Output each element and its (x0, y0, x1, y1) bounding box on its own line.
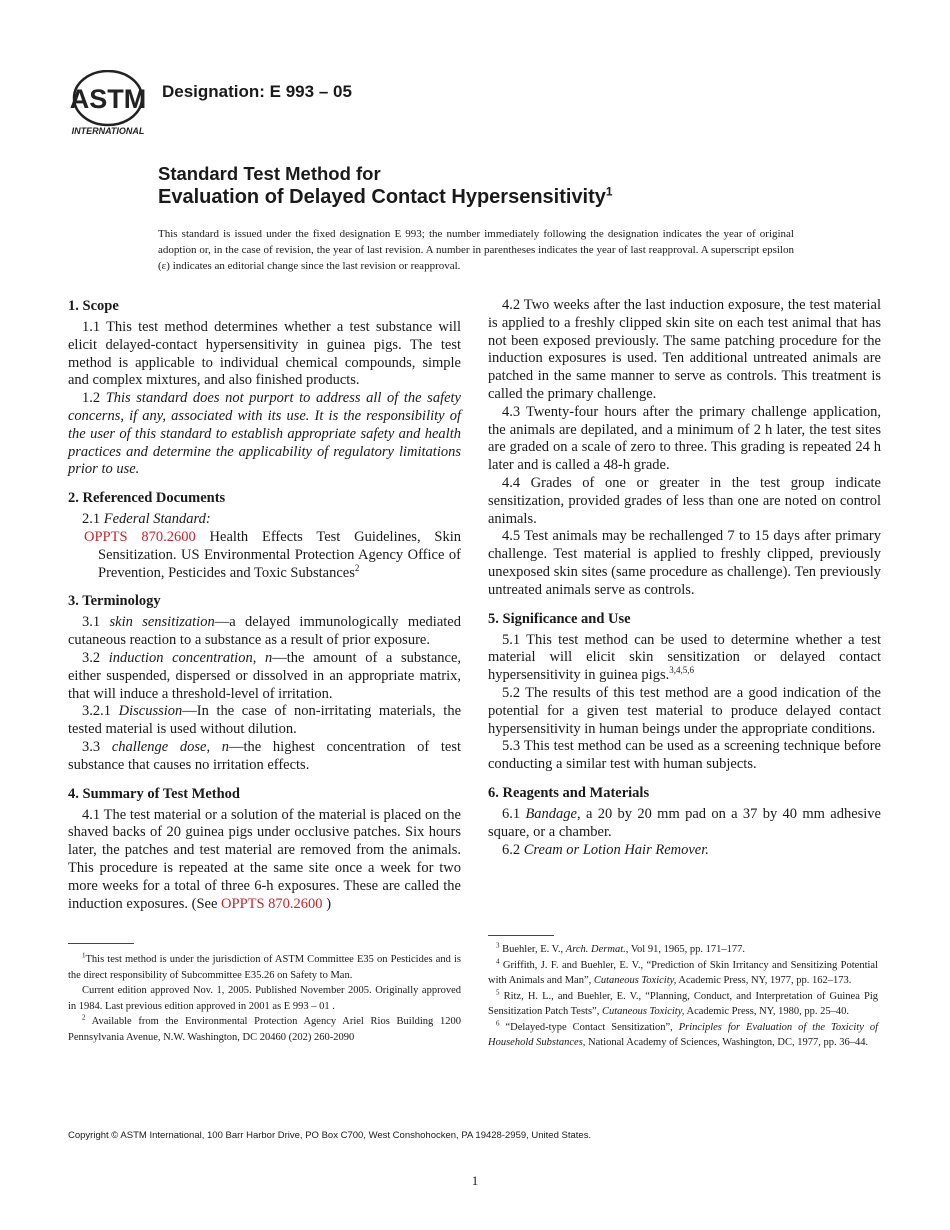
section-5-heading: 5. Significance and Use (488, 610, 631, 627)
footnote-divider (68, 943, 134, 944)
footnote-4: $^4$ Griffith, J. F. and Buehler, E. V., “Prediction of Skin Irritancy and Sensitizing Potential with Animals and Man”, Cutaneous Toxicity, Academic Press, NY, 1977, pp. 162–173. (488, 957, 878, 986)
paragraph-6-1: 6.1 Bandage, a 20 by 20 mm pad on a 37 by 40 mm adhesive square, or a chamber. (488, 805, 881, 840)
right-footnotes (488, 935, 878, 1051)
section-3-heading: 3. Terminology (68, 593, 161, 610)
paragraph-4-3: 4.3 Twenty-four hours after the primary challenge application, the animals are depilated, and a minimum of 2 h later, the test sites are graded on a scale of zero to three. This grading is repeated 24 h later and is called a 48-h grade. (488, 403, 881, 474)
title-line-1: Standard Test Method for (158, 163, 381, 184)
title-footnote-mark: 1 (605, 184, 613, 199)
footnote-3: $^3$ Buehler, E. V., Arch. Dermat., Vol 91, 1965, pp. 171–177. (496, 941, 745, 955)
designation: Designation: E 993 – 05 (162, 82, 352, 101)
reference-oppts: OPPTS 870.2600 Health Effects Test Guidelines, Skin Sensitization. US Environmental Protection Agency Office of Prevention, Pesticides and Toxic Substances$^2$ (84, 528, 461, 581)
footnote-1-continued: Current edition approved Nov. 1, 2005. Published November 2005. Originally approved in 1984. Last previous edition approved in 2001 as E 993 – 01 . (68, 985, 461, 1012)
paragraph-5-2: 5.2 The results of this test method are a good indication of the potential for a given test material to produce delayed contact hypersensitivity in human beings under the appropriate conditions. (488, 684, 881, 737)
paragraph-4-1: 4.1 The test material or a solution of the material is placed on the shaved backs of 20 guinea pigs under occlusive patches. Six hours later, the patches and test material are removed from the animals. This procedure is repeated at the same site once a week for two more weeks for a total of three 6-h exposures. These are called the induction exposures. (See OPPTS 870.2600 ) (68, 806, 461, 912)
logo-text: ASTM (70, 84, 147, 114)
right-column (488, 297, 881, 859)
paragraph-4-4: 4.4 Grades of one or greater in the test group indicate sensitization, provided grades of less than one are noted on control animals. (488, 474, 881, 527)
footnote-1: $^1$This test method is under the jurisdiction of ASTM Committee E35 on Pesticides and is the direct responsibility of Subcommittee E35.26 on Safety to Man. (68, 951, 461, 981)
paragraph-5-1: 5.1 This test method can be used to determine whether a test material will elicit skin sensitization or delayed contact hypersensitivity in guinea pigs.$^{3,4,5,6}$ (488, 631, 881, 684)
paragraph-1-2: 1.2 This standard does not purport to address all of the safety concerns, if any, associated with its use. It is the responsibility of the user of this standard to establish appropriate safety and health practices and determine the applicability of regulatory limitations prior to use. (68, 390, 461, 478)
oppts-link[interactable]: OPPTS 870.2600 (84, 528, 196, 545)
section-1-heading: 1. Scope (68, 298, 119, 314)
paragraph-3-2: 3.2 induction concentration, n—the amount of a substance, either suspended, dispersed or dissolved in an appropriate matrix, that will induce a threshold-level of irritation. (68, 649, 462, 702)
logo-subtext: INTERNATIONAL (71, 126, 145, 136)
title-line-2: Evaluation of Delayed Contact Hypersensitivity$^1$ (158, 184, 613, 208)
paragraph-4-2: 4.2 Two weeks after the last induction exposure, the test material is applied to a freshly clipped skin site on each test animal that has not been exposed previously. The same patching procedure for the induction exposures is used. Ten additional untreated animals are patched in the same manner to serve as controls. This treatment is called the primary challenge. (488, 297, 881, 402)
footnote-6: $^6$ “Delayed-type Contact Sensitization”, Principles for Evaluation of the Toxicity of Household Substances, National Academy of Sciences, Washington, DC, 1977, pp. 36–44. (488, 1019, 878, 1048)
section-4-heading: 4. Summary of Test Method (68, 785, 240, 802)
paragraph-1-1: 1.1 This test method determines whether a test substance will elicit delayed-contact hypersensitivity in guinea pigs. The test method is applicable to individual chemical compounds, simple and complex mixtures, and also finished products. (68, 319, 461, 389)
footnote-divider-right (488, 935, 554, 936)
paragraph-3-2-1: 3.2.1 Discussion—In the case of non-irritating materials, the tested material is used without dilution. (68, 703, 462, 738)
footnote-5: $^5$ Ritz, H. L., and Buehler, E. V., “Planning, Conduct, and Interpretation of Guinea Pig Sensitization Patch Tests”, Cutaneous Toxicity, Academic Press, NY, 1980, pp. 25–40. (488, 988, 878, 1017)
paragraph-5-3: 5.3 This test method can be used as a screening technique before conducting a similar test with human subjects. (488, 738, 881, 773)
left-column (68, 297, 461, 1045)
footnote-2: $^2$ Available from the Environmental Protection Agency Ariel Rios Building 1200 Pennsylvania Avenue, N.W. Washington, DC 20460 (202) 260-2090 (68, 1013, 461, 1043)
astm-logo (70, 70, 150, 140)
section-2-heading: 2. Referenced Documents (68, 490, 226, 507)
paragraph-3-3: 3.3 challenge dose, n—the highest concentration of test substance that causes no irritation effects. (68, 738, 461, 773)
copyright-notice: Copyright © ASTM International, 100 Barr Harbor Drive, PO Box C700, West Conshohocken, PA 19428-2959, United States. (68, 1130, 592, 1141)
paragraph-6-2: 6.2 Cream or Lotion Hair Remover. (502, 841, 709, 858)
issued-note: This standard is issued under the fixed designation E 993; the number immediately following the designation indicates the year of original adoption or, in the case of revision, the year of last revision. A number in parentheses indicates the year of last reapproval. A superscript epsilon (ε) indicates an editorial change since the last revision or reapproval. (158, 228, 794, 272)
section-6-heading: 6. Reagents and Materials (488, 784, 650, 801)
oppts-link-2[interactable]: OPPTS 870.2600 (221, 895, 323, 912)
paragraph-2-1: 2.1 Federal Standard: (82, 511, 211, 528)
document-title (158, 162, 613, 210)
page-number: 1 (471, 1173, 479, 1188)
paragraph-4-5: 4.5 Test animals may be rechallenged 7 to 15 days after primary challenge. Test material is applied to freshly clipped, previously unexposed skin sites (same procedure as challenge). Ten previously untreated animals serve as controls. (488, 528, 881, 598)
paragraph-3-1: 3.1 skin sensitization—a delayed immunologically mediated cutaneous reaction to a substance as a result of prior exposure. (68, 614, 461, 649)
